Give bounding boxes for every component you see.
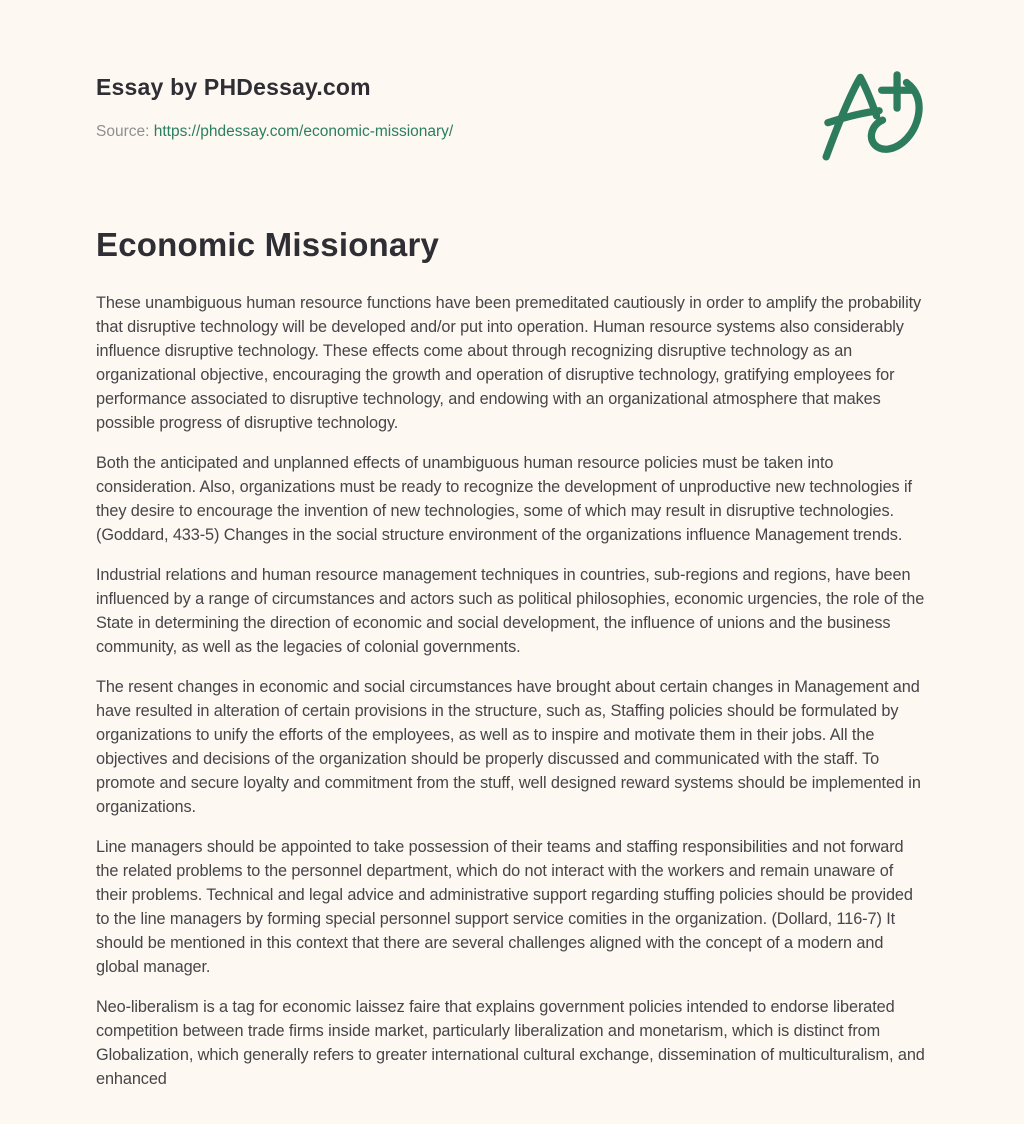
essay-paragraph-6: Neo-liberalism is a tag for economic laissez faire that explains government policies intended to endorse liberated competition between trade firms inside market, particularly liberalization and monetarism, which is distinct from Globalization, which generally refers to greater international cultural exchange, dissemination of multiculturalism, and enhanced [96,998,925,1088]
source-label: Source: [96,123,150,140]
phdessay-logo [820,68,928,162]
essay-paragraph-2: Both the anticipated and unplanned effects of unambiguous human resource policies must be taken into consideration. Also, organizations must be ready to recognize the development of unproductive new technologies if they desire to encourage the invention of new technologies, some of which may result in disruptive technologies. (Goddard, 433-5) Changes in the social structure environment of the organizations influence Management trends. [96,454,912,544]
page-header [96,70,928,162]
essay-paragraph-5: Line managers should be appointed to take possession of their teams and staffing responsibilities and not forward the related problems to the personnel department, which do not interact with the workers and remain unaware of their problems. Technical and legal advice and administrative support regarding stuffing policies should be provided to the line managers by forming special personnel support service comities in the organization. (Dollard, 116-7) It should be mentioned in this context that there are several challenges aligned with the concept of a modern and global manager. [96,838,913,976]
site-title: Essay by PHDessay.com [96,74,371,100]
a-plus-logo-icon [820,68,928,162]
essay-article [96,226,928,1091]
essay-paragraph-4: The resent changes in economic and social circumstances have brought about certain changes in Management and have resulted in alteration of certain provisions in the structure, such as, Staffing policies should be formulated by organizations to unify the efforts of the employees, as well as to inspire and motivate them in their jobs. All the objectives and decisions of the organization should be properly discussed and communicated with the staff. To promote and secure loyalty and commitment from the stuff, well designed reward systems should be implemented in organizations. [96,678,921,816]
essay-paragraph-3: Industrial relations and human resource management techniques in countries, sub-regions and regions, have been influenced by a range of circumstances and actors such as political philosophies, economic urgencies, the role of the State in determining the direction of economic and social development, the influence of unions and the business community, as well as the legacies of colonial governments. [96,566,925,656]
essay-paragraph-1: These unambiguous human resource functions have been premeditated cautiously in order to amplify the probability that disruptive technology will be developed and/or put into operation. Human resource systems also considerably influence disruptive technology. These effects come about through recognizing disruptive technology as an organizational objective, encouraging the growth and operation of disruptive technology, gratifying employees for performance associated to disruptive technology, and endowing with an organizational atmosphere that makes possible progress of disruptive technology. [96,294,922,432]
source-line [96,123,453,141]
essay-title: Economic Missionary [96,226,440,263]
source-url-link[interactable]: https://phdessay.com/economic-missionary/ [153,123,454,140]
header-text-block [96,70,453,141]
